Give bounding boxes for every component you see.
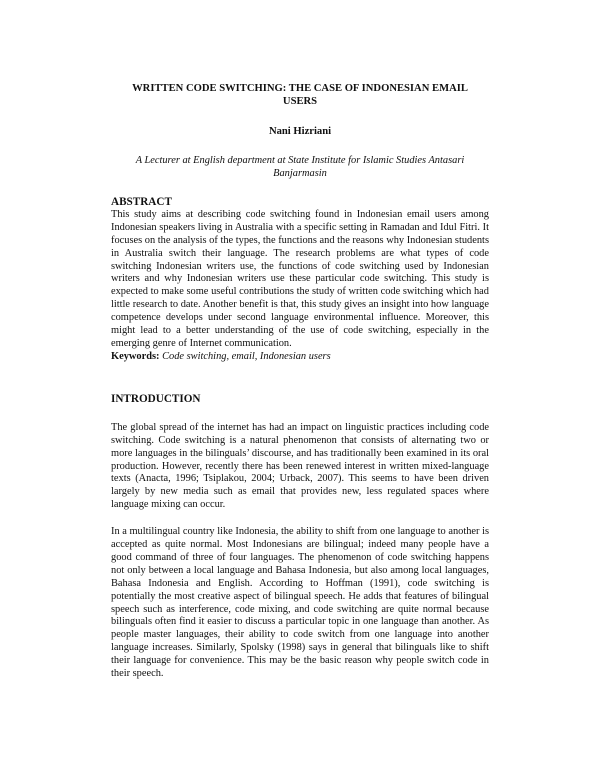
- paper-title: WRITTEN CODE SWITCHING: THE CASE OF INDONESIAN EMAIL USERS: [132, 83, 468, 107]
- keywords-label: Keywords:: [111, 350, 160, 362]
- keywords-values: Code switching, email, Indonesian users: [162, 350, 331, 362]
- author-affiliation: A Lecturer at English department at State Institute for Islamic Studies Antasari Banjarmasin: [135, 154, 465, 179]
- introduction-paragraph: The global spread of the internet has had an impact on linguistic practices including code switching. Code switching is a natural phenomenon that consists of alternating two or more languages in the bilinguals’ discourse, and has traditionally been examined in its oral production. However, recently there has been renewed interest in written mixed-language texts (Anacta, 1996; Tsiplakou, 2004; Urback, 2007). This seems to have been driven largely by new media such as email that provides new, less regulated spaces where language mixing can occur.: [111, 421, 489, 511]
- abstract-heading: ABSTRACT: [111, 195, 172, 208]
- keywords-line: [111, 351, 489, 364]
- paper-body: [111, 82, 489, 681]
- introduction-heading: INTRODUCTION: [111, 392, 201, 405]
- author-name: Nani Hizriani: [268, 126, 332, 137]
- abstract-text: This study aims at describing code switching found in Indonesian email users among Indonesian speakers living in Australia with a specific setting in Ramadan and Idul Fitri. It focuses on the analysis of the types, the functions and the reasons why Indonesian students in Australia switch their language. The research problems are what types of code switching Indonesian writers use, the functions of code switching used by Indonesian writers and why Indonesian writers use these particular code switching. This study is expected to make some useful contributions the study of written code switching which had little research to date. Another benefit is that, this study gives an insight into how language competence develops under second language environmental influence. Moreover, this might lead to a better understanding of the use of code switching, especially in the emerging genre of Internet communication.: [111, 208, 489, 349]
- introduction-paragraph: In a multilingual country like Indonesia, the ability to shift from one language to another is accepted as quite normal. Most Indonesians are bilingual; indeed many people have a good command of three of four languages. The phenomenon of code switching happens not only between a local language and Bahasa Indonesia, but also among local languages, Bahasa Indonesia and English. According to Hoffman (1991), code switching is potentially the most creative aspect of bilingual speech. He adds that features of bilingual speech such as interference, code mixing, and code switching are quite normal because bilinguals often find it easier to discuss a particular topic in one language than another. As people master languages, their ability to code switch from one language into another language increases. Similarly, Spolsky (1998) says in general that bilinguals like to shift their language for convenience. This may be the basic reason why people switch code in their speech.: [111, 526, 490, 680]
